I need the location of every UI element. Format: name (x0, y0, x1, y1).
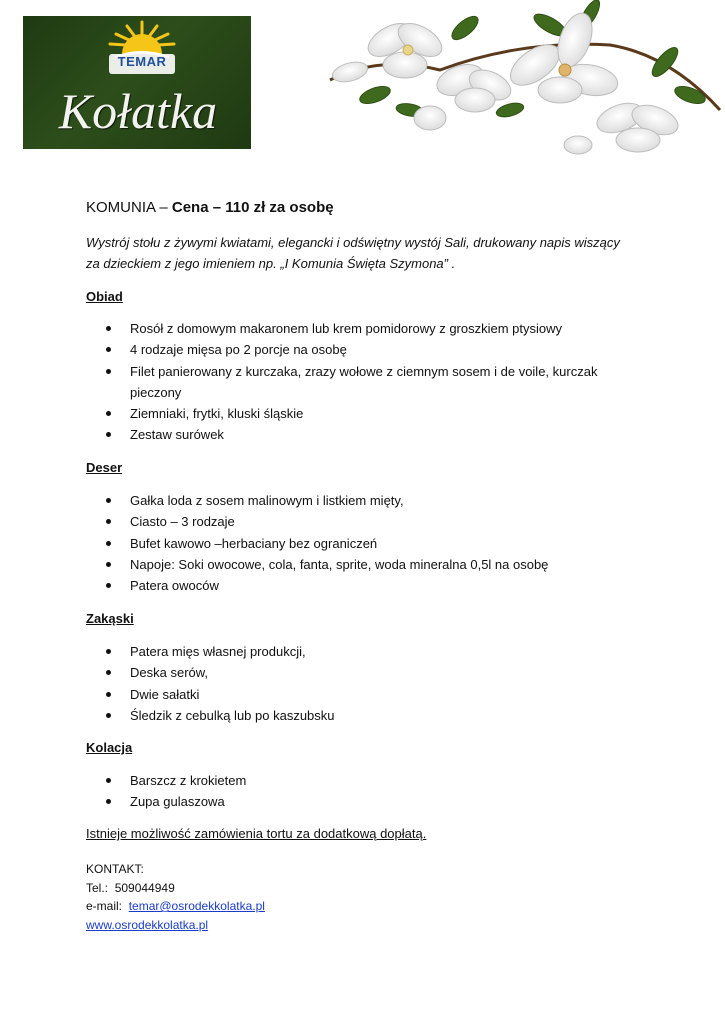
website-line (86, 916, 265, 935)
email-line (86, 897, 265, 916)
list-item: Napoje: Soki owocowe, cola, fanta, sprite, woda mineralna 0,5l na osobę (86, 554, 626, 575)
email-label: e-mail: (86, 899, 129, 913)
kolacja-list (86, 770, 626, 813)
email-link[interactable]: temar@osrodekkolatka.pl (128, 899, 265, 913)
obiad-list (86, 318, 626, 446)
page-title (86, 199, 334, 216)
list-item: Bufet kawowo –herbaciany bez ograniczeń (86, 533, 626, 554)
price-label: Cena – 110 zł za osobę (171, 199, 334, 216)
brand-name: TEMAR (117, 54, 167, 69)
list-item: Barszcz z krokietem (86, 770, 626, 791)
list-item: Ciasto – 3 rodzaje (86, 511, 626, 532)
list-item: Dwie sałatki (86, 684, 626, 705)
contact-block (86, 860, 265, 934)
list-item: Filet panierowany z kurczaka, zrazy wołowe z ciemnym sosem i de voile, kurczak pieczony (86, 361, 626, 404)
list-item: Ziemniaki, frytki, kluski śląskie (86, 403, 626, 424)
list-item: Rosół z domowym makaronem lub krem pomidorowy z groszkiem ptysiowy (86, 318, 626, 339)
list-item: Patera mięs własnej produkcji, (86, 641, 626, 662)
logo-script-name: Kołatka (58, 83, 218, 139)
magnolia-flowers-icon (320, 0, 725, 160)
list-item: Deska serów, (86, 662, 626, 683)
list-item: Zestaw surówek (86, 424, 626, 445)
phone-line (86, 879, 265, 898)
phone-label: Tel.: (86, 880, 115, 895)
phone-number: 509044949 (114, 880, 175, 895)
cake-note: Istnieje możliwość zamówienia tortu za dodatkową dopłatą. (86, 826, 427, 841)
zakaski-list (86, 641, 626, 726)
list-item: Patera owoców (86, 575, 626, 596)
section-heading-obiad: Obiad (86, 289, 123, 304)
list-item: 4 rodzaje mięsa po 2 porcje na osobę (86, 339, 626, 360)
title-prefix: KOMUNIA – (86, 199, 172, 216)
list-item: Śledzik z cebulką lub po kaszubsku (86, 705, 626, 726)
section-heading-deser: Deser (86, 460, 123, 475)
company-logo (23, 16, 251, 149)
list-item: Gałka loda z sosem malinowym i listkiem mięty, (86, 490, 626, 511)
list-item: Zupa gulaszowa (86, 791, 626, 812)
decor-description: Wystrój stołu z żywymi kwiatami, elegancki i odświętny wystój Sali, drukowany napis wiszący za dzieckiem z jego imieniem np. „I Komunia Święta Szymona” . (86, 235, 620, 271)
section-heading-zakaski: Zakąski (86, 611, 134, 626)
website-link[interactable]: www.osrodekkolatka.pl (86, 917, 209, 932)
deser-list (86, 490, 626, 596)
contact-label: KONTAKT: (86, 862, 144, 876)
section-heading-kolacja: Kolacja (86, 740, 133, 755)
